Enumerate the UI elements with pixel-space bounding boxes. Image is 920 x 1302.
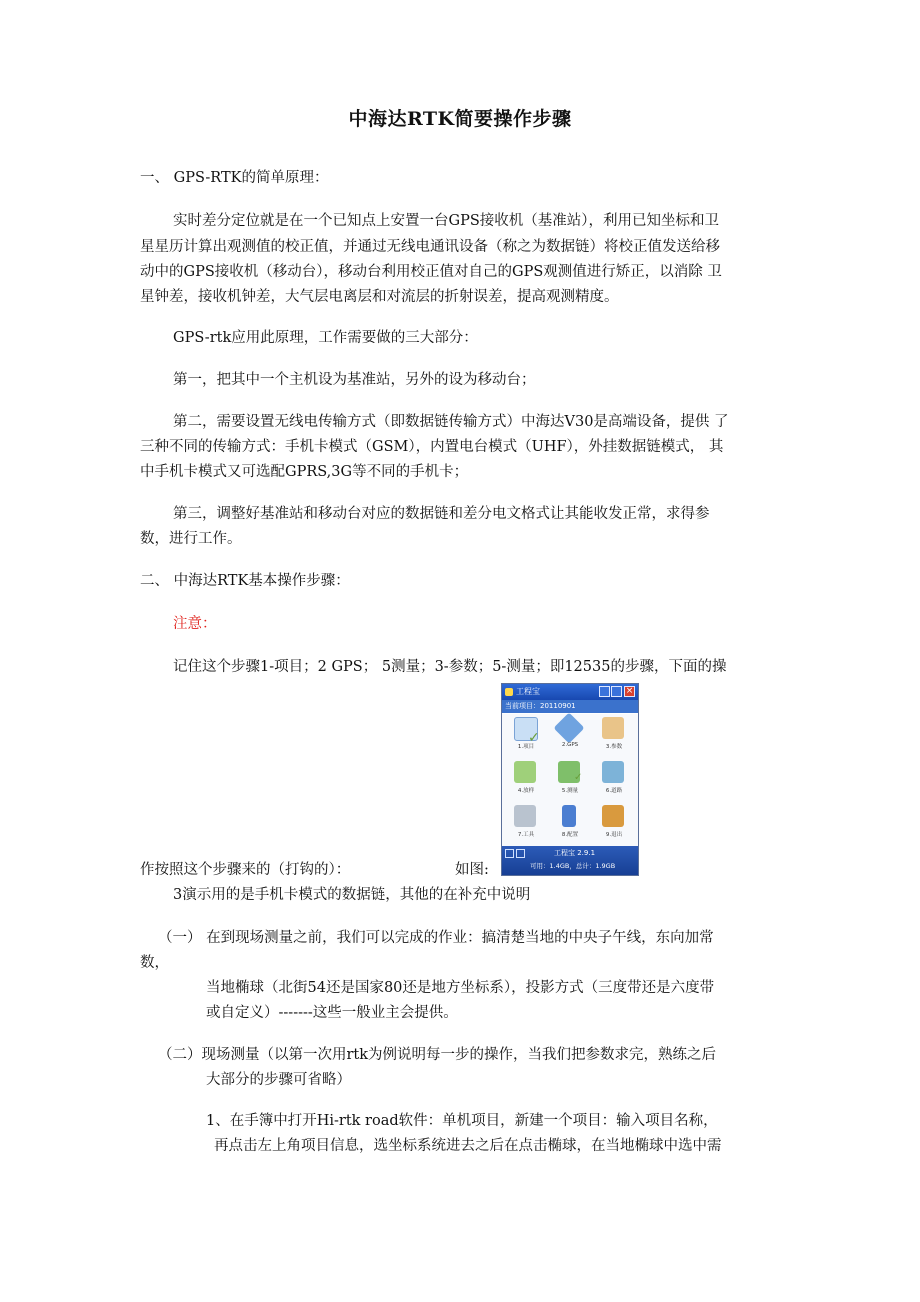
check-mark-icon: ✓ bbox=[528, 730, 540, 746]
menu-grid bbox=[502, 714, 638, 846]
principle-line-3: 动中的GPS接收机（移动台），移动台利用校正值对自己的GPS观测值进行矫正，以消除 卫 bbox=[140, 264, 722, 280]
menu-item-road bbox=[592, 758, 636, 802]
menu-item-gps bbox=[548, 714, 592, 758]
step1-line-2: 再点击左上角项目信息，选坐标系统进去之后在点击椭球，在当地椭球中选中需 bbox=[214, 1138, 722, 1154]
stakeout-icon bbox=[514, 761, 536, 783]
menu-item-exit bbox=[592, 802, 636, 846]
current-project-bar: 当前项目：20110901 bbox=[502, 700, 638, 713]
app-version: 工程宝 2.9.1 bbox=[554, 849, 596, 857]
part-two-line-3: 中手机卡模式又可选配GPRS,3G等不同的手机卡； bbox=[140, 464, 469, 480]
part-three-line-1: 第三，调整好基准站和移动台对应的数据链和差分电文格式让其能收发正常，求得参 bbox=[173, 506, 710, 522]
principle-line-1: 实时差分定位就是在一个已知点上安置一台GPS接收机（基准站），利用已知坐标和卫 bbox=[173, 213, 720, 229]
menu-label: 4.放样 bbox=[517, 788, 535, 794]
sub1-line-2: 数， bbox=[140, 955, 169, 971]
close-icon: × bbox=[625, 686, 634, 696]
road-icon bbox=[602, 761, 624, 783]
menu-item-project bbox=[504, 714, 548, 758]
config-icon bbox=[562, 805, 576, 827]
menu-item-survey bbox=[548, 758, 592, 802]
menu-item-stakeout bbox=[504, 758, 548, 802]
as-shown-label: 如图: bbox=[455, 862, 489, 878]
part-three-line-2: 数，进行工作。 bbox=[140, 531, 242, 547]
principle-line-4: 星钟差，接收机钟差，大气层电离层和对流层的折射误差，提高观测精度。 bbox=[140, 289, 619, 305]
sub1-line-4: 或自定义）-------这些一般业主会提供。 bbox=[206, 1005, 458, 1021]
phone-status-bar bbox=[502, 846, 638, 875]
menu-label: 3.参数 bbox=[605, 744, 623, 750]
menu-label: 6.道路 bbox=[605, 788, 623, 794]
remember-steps-line-1: 记住这个步骤1-项目；2 GPS； 5测量；3-参数；5-测量；即12535的步骤，下面的操 bbox=[173, 659, 727, 675]
sub2-line-1: （二）现场测量（以第一次用rtk为例说明每一步的操作，当我们把参数求完，熟练之后 bbox=[158, 1047, 717, 1063]
section1-heading: 一、 GPS-RTK的简单原理： bbox=[140, 170, 329, 186]
note-label: 注意： bbox=[173, 616, 217, 632]
menu-label: 7.工具 bbox=[517, 832, 535, 838]
sub2-line-2: 大部分的步骤可省略） bbox=[206, 1072, 351, 1088]
app-logo-icon bbox=[505, 688, 513, 696]
storage-info: 可用：1.4GB，总计：1.9GB bbox=[530, 862, 616, 870]
document-title: 中海达RTK简要操作步骤 bbox=[348, 108, 572, 130]
step1-line-1: 1、在手簿中打开Hi-rtk road软件：单机项目，新建一个项目：输入项目名称， bbox=[206, 1113, 718, 1129]
part-two-line-2: 三种不同的传输方式：手机卡模式（GSM），内置电台模式（UHF），外挂数据链模式， 其 bbox=[140, 439, 724, 455]
parts-intro: GPS-rtk应用此原理，工作需要做的三大部分： bbox=[173, 330, 478, 346]
menu-item-tools bbox=[504, 802, 548, 846]
menu-label: 5.测量 bbox=[561, 788, 579, 794]
menu-item-config bbox=[548, 802, 592, 846]
exit-door-icon bbox=[602, 805, 624, 827]
minimize-icon bbox=[599, 686, 610, 697]
section2-heading: 二、 中海达RTK基本操作步骤： bbox=[140, 573, 350, 589]
phone-title-bar bbox=[502, 684, 638, 700]
remember-steps-line-2: 作按照这个步骤来的（打钩的）： bbox=[140, 862, 351, 878]
part-two-line-1: 第二，需要设置无线电传输方式（即数据链传输方式）中海达V30是高端设备，提供 了 bbox=[173, 414, 729, 430]
principle-line-2: 星星历计算出观测值的校正值，并通过无线电通讯设备（称之为数据链）将校正值发送给移 bbox=[140, 239, 720, 255]
menu-item-parameters bbox=[592, 714, 636, 758]
satellite-icon bbox=[553, 712, 584, 743]
part-one: 第一，把其中一个主机设为基准站，另外的设为移动台； bbox=[173, 372, 536, 388]
menu-label: 2.GPS bbox=[561, 742, 579, 748]
phone-window-title: 工程宝 bbox=[516, 687, 540, 696]
menu-label: 9.退出 bbox=[605, 832, 623, 838]
maximize-icon bbox=[611, 686, 622, 697]
keyboard-icon bbox=[505, 849, 514, 858]
menu-label: 1.项目 bbox=[517, 744, 535, 750]
demo-note: 3演示用的是手机卡模式的数据链，其他的在补充中说明 bbox=[173, 887, 531, 903]
sub1-line-1: （一） 在到现场测量之前，我们可以完成的作业：搞清楚当地的中央子午线，东向加常 bbox=[158, 930, 714, 946]
tools-icon bbox=[514, 805, 536, 827]
parameters-scroll-icon bbox=[602, 717, 624, 739]
menu-label: 8.配置 bbox=[561, 832, 579, 838]
battery-icon bbox=[516, 849, 525, 858]
sub1-line-3: 当地椭球（北街54还是国家80还是地方坐标系），投影方式（三度带还是六度带 bbox=[206, 980, 715, 996]
software-screenshot bbox=[501, 683, 639, 876]
small-check-icon: ✓ bbox=[574, 772, 583, 783]
